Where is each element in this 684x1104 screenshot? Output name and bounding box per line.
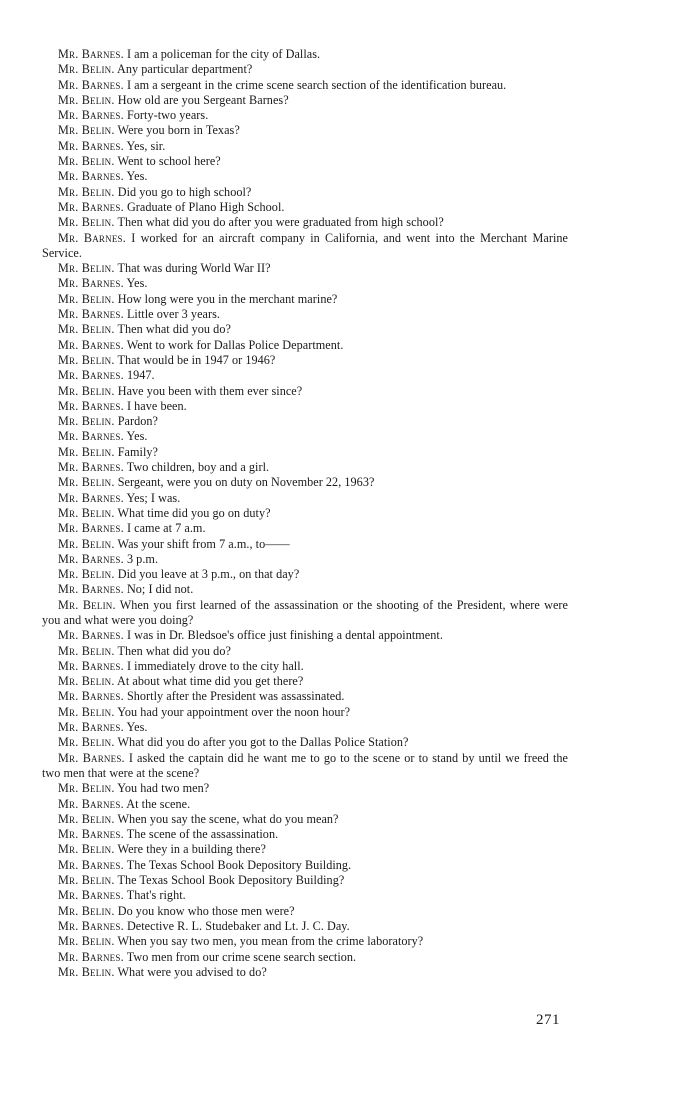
line-text: I was in Dr. Bledsoe's office just finishing a dental appointment. xyxy=(126,628,443,643)
line-text: You had your appointment over the noon hour? xyxy=(117,704,351,719)
speaker-name: Mr. Belin. xyxy=(58,643,115,658)
transcript-line xyxy=(42,307,568,322)
transcript-line xyxy=(42,720,568,735)
line-text: Was your shift from 7 a.m., to—— xyxy=(117,536,290,551)
transcript-line xyxy=(42,521,568,536)
speaker-name: Mr. Barnes. xyxy=(58,138,124,153)
line-text: Graduate of Plano High School. xyxy=(126,199,285,214)
transcript-line xyxy=(42,200,568,215)
transcript-line xyxy=(42,934,568,949)
line-text: Went to work for Dallas Police Department. xyxy=(126,337,344,352)
transcript-line xyxy=(42,598,568,629)
line-text: Yes. xyxy=(126,169,148,184)
transcript-line xyxy=(42,475,568,490)
transcript-line xyxy=(42,781,568,796)
speaker-name: Mr. Barnes. xyxy=(58,551,124,566)
line-text: How long were you in the merchant marine? xyxy=(117,291,338,306)
speaker-name: Mr. Belin. xyxy=(58,352,115,367)
speaker-name: Mr. Barnes. xyxy=(58,918,124,933)
line-text: Were they in a building there? xyxy=(117,842,266,857)
line-text: Then what did you do? xyxy=(117,322,231,337)
transcript-line xyxy=(42,659,568,674)
speaker-name: Mr. Belin. xyxy=(58,781,115,796)
speaker-name: Mr. Barnes. xyxy=(58,720,124,735)
transcript-line xyxy=(42,689,568,704)
transcript-line xyxy=(42,384,568,399)
speaker-name: Mr. Barnes. xyxy=(58,77,124,92)
line-text: Two children, boy and a girl. xyxy=(126,460,270,475)
line-text: When you first learned of the assassination or the shooting of the President, where were you and what were you doing? xyxy=(42,597,568,627)
line-text: 3 p.m. xyxy=(126,551,159,566)
line-text: When you say two men, you mean from the crime laboratory? xyxy=(117,934,424,949)
speaker-name: Mr. Barnes. xyxy=(58,276,124,291)
line-text: That's right. xyxy=(126,888,186,903)
transcript-line xyxy=(42,169,568,184)
transcript-line xyxy=(42,231,568,262)
transcript-line xyxy=(42,93,568,108)
transcript-line xyxy=(42,567,568,582)
transcript-line xyxy=(42,842,568,857)
transcript-line xyxy=(42,429,568,444)
line-text: Went to school here? xyxy=(117,154,221,169)
transcript-line xyxy=(42,537,568,552)
transcript-line xyxy=(42,261,568,276)
transcript-line xyxy=(42,873,568,888)
transcript-line xyxy=(42,628,568,643)
transcript-line xyxy=(42,812,568,827)
speaker-name: Mr. Belin. xyxy=(58,383,115,398)
line-text: You had two men? xyxy=(117,781,210,796)
speaker-name: Mr. Barnes. xyxy=(58,429,124,444)
speaker-name: Mr. Barnes. xyxy=(58,47,124,61)
transcript-line xyxy=(42,185,568,200)
line-text: Yes. xyxy=(126,429,148,444)
transcript-line xyxy=(42,292,568,307)
speaker-name: Mr. Barnes. xyxy=(58,658,124,673)
transcript-line xyxy=(42,751,568,782)
line-text: What time did you go on duty? xyxy=(117,505,271,520)
speaker-name: Mr. Belin. xyxy=(58,567,115,582)
line-text: I am a sergeant in the crime scene search section of the identification bureau. xyxy=(126,77,507,92)
line-text: I came at 7 a.m. xyxy=(126,521,206,536)
speaker-name: Mr. Barnes. xyxy=(58,888,124,903)
speaker-name: Mr. Belin. xyxy=(58,414,115,429)
line-text: Sergeant, were you on duty on November 22, 1963? xyxy=(117,475,375,490)
line-text: The Texas School Book Depository Building. xyxy=(126,857,352,872)
speaker-name: Mr. Barnes. xyxy=(58,398,124,413)
transcript-line xyxy=(42,78,568,93)
speaker-name: Mr. Belin. xyxy=(58,704,115,719)
speaker-name: Mr. Barnes. xyxy=(58,169,124,184)
line-text: How old are you Sergeant Barnes? xyxy=(117,92,289,107)
transcript-line xyxy=(42,353,568,368)
line-text: The scene of the assassination. xyxy=(126,827,279,842)
transcript-line xyxy=(42,139,568,154)
speaker-name: Mr. Belin. xyxy=(58,154,115,169)
speaker-name: Mr. Barnes. xyxy=(58,857,124,872)
transcript-line xyxy=(42,491,568,506)
transcript-line xyxy=(42,919,568,934)
speaker-name: Mr. Barnes. xyxy=(58,949,124,964)
speaker-name: Mr. Belin. xyxy=(58,475,115,490)
line-text: Two men from our crime scene search section. xyxy=(126,949,357,964)
line-text: At the scene. xyxy=(126,796,191,811)
speaker-name: Mr. Belin. xyxy=(58,536,115,551)
line-text: That was during World War II? xyxy=(117,261,271,276)
speaker-name: Mr. Barnes. xyxy=(58,460,124,475)
speaker-name: Mr. Barnes. xyxy=(58,689,124,704)
line-text: I worked for an aircraft company in California, and went into the Merchant Marine Service. xyxy=(42,230,568,260)
line-text: Little over 3 years. xyxy=(126,307,220,322)
speaker-name: Mr. Barnes. xyxy=(58,490,124,505)
line-text: I asked the captain did he want me to go to the scene or to stand by until we freed the two men that were at the scene? xyxy=(42,750,568,780)
speaker-name: Mr. Barnes. xyxy=(58,521,124,536)
speaker-name: Mr. Barnes. xyxy=(58,796,124,811)
transcript-line xyxy=(42,965,568,980)
transcript-line xyxy=(42,215,568,230)
speaker-name: Mr. Belin. xyxy=(58,873,115,888)
transcript-line xyxy=(42,644,568,659)
speaker-name: Mr. Belin. xyxy=(58,123,115,138)
speaker-name: Mr. Belin. xyxy=(58,842,115,857)
transcript-line xyxy=(42,154,568,169)
speaker-name: Mr. Barnes. xyxy=(58,307,124,322)
line-text: Have you been with them ever since? xyxy=(117,383,303,398)
speaker-name: Mr. Belin. xyxy=(58,322,115,337)
transcript-line xyxy=(42,108,568,123)
speaker-name: Mr. Barnes. xyxy=(58,337,124,352)
transcript-line xyxy=(42,322,568,337)
line-text: What were you advised to do? xyxy=(117,964,267,979)
line-text: At about what time did you get there? xyxy=(117,674,304,689)
line-text: I am a policeman for the city of Dallas. xyxy=(126,47,321,61)
transcript-line xyxy=(42,674,568,689)
transcript-line xyxy=(42,123,568,138)
transcript-line xyxy=(42,552,568,567)
line-text: That would be in 1947 or 1946? xyxy=(117,352,276,367)
speaker-name: Mr. Belin. xyxy=(58,964,115,979)
line-text: Shortly after the President was assassinated. xyxy=(126,689,345,704)
transcript-line xyxy=(42,338,568,353)
speaker-name: Mr. Belin. xyxy=(58,934,115,949)
speaker-name: Mr. Belin. xyxy=(58,674,115,689)
transcript-line xyxy=(42,888,568,903)
speaker-name: Mr. Belin. xyxy=(58,505,115,520)
line-text: Were you born in Texas? xyxy=(117,123,240,138)
transcript-line xyxy=(42,705,568,720)
transcript-line xyxy=(42,399,568,414)
speaker-name: Mr. Belin. xyxy=(58,811,115,826)
line-text: No; I did not. xyxy=(126,582,194,597)
line-text: Did you leave at 3 p.m., on that day? xyxy=(117,567,300,582)
speaker-name: Mr. Barnes. xyxy=(58,230,126,245)
line-text: Then what did you do after you were graduated from high school? xyxy=(117,215,444,230)
line-text: What did you do after you got to the Dallas Police Station? xyxy=(117,735,409,750)
transcript-line xyxy=(42,506,568,521)
speaker-name: Mr. Barnes. xyxy=(58,750,125,765)
speaker-name: Mr. Barnes. xyxy=(58,827,124,842)
speaker-name: Mr. Barnes. xyxy=(58,108,124,123)
speaker-name: Mr. Barnes. xyxy=(58,199,124,214)
speaker-name: Mr. Belin. xyxy=(58,444,115,459)
line-text: I immediately drove to the city hall. xyxy=(126,658,304,673)
transcript-line xyxy=(42,827,568,842)
speaker-name: Mr. Belin. xyxy=(58,291,115,306)
line-text: Any particular department? xyxy=(117,62,253,77)
transcript-line xyxy=(42,445,568,460)
transcript-line xyxy=(42,368,568,383)
speaker-name: Mr. Belin. xyxy=(58,62,115,77)
transcript-line xyxy=(42,582,568,597)
transcript-line xyxy=(42,414,568,429)
speaker-name: Mr. Belin. xyxy=(58,215,115,230)
transcript-line xyxy=(42,858,568,873)
transcript-line xyxy=(42,735,568,750)
transcript-line xyxy=(42,62,568,77)
transcript-line xyxy=(42,276,568,291)
speaker-name: Mr. Barnes. xyxy=(58,368,124,383)
transcript-line xyxy=(42,797,568,812)
line-text: The Texas School Book Depository Building? xyxy=(117,873,345,888)
transcript-line xyxy=(42,904,568,919)
line-text: Did you go to high school? xyxy=(117,184,252,199)
transcript-line xyxy=(42,950,568,965)
speaker-name: Mr. Barnes. xyxy=(58,582,124,597)
speaker-name: Mr. Barnes. xyxy=(58,628,124,643)
speaker-name: Mr. Belin. xyxy=(58,903,115,918)
transcript-line xyxy=(42,460,568,475)
line-text: Family? xyxy=(117,444,159,459)
line-text: Yes; I was. xyxy=(126,490,181,505)
speaker-name: Mr. Belin. xyxy=(58,597,116,612)
line-text: Detective R. L. Studebaker and Lt. J. C. Day. xyxy=(126,918,350,933)
page-number: 271 xyxy=(536,1012,560,1028)
line-text: Yes, sir. xyxy=(126,138,166,153)
line-text: Do you know who those men were? xyxy=(117,903,295,918)
speaker-name: Mr. Belin. xyxy=(58,92,115,107)
line-text: When you say the scene, what do you mean? xyxy=(117,811,339,826)
speaker-name: Mr. Belin. xyxy=(58,735,115,750)
transcript-line xyxy=(42,47,568,62)
line-text: Then what did you do? xyxy=(117,643,231,658)
speaker-name: Mr. Belin. xyxy=(58,184,115,199)
line-text: I have been. xyxy=(126,398,187,413)
line-text: Yes. xyxy=(126,276,148,291)
speaker-name: Mr. Belin. xyxy=(58,261,115,276)
line-text: 1947. xyxy=(126,368,155,383)
line-text: Forty-two years. xyxy=(126,108,209,123)
line-text: Yes. xyxy=(126,720,148,735)
testimony-transcript xyxy=(42,47,568,980)
line-text: Pardon? xyxy=(117,414,159,429)
